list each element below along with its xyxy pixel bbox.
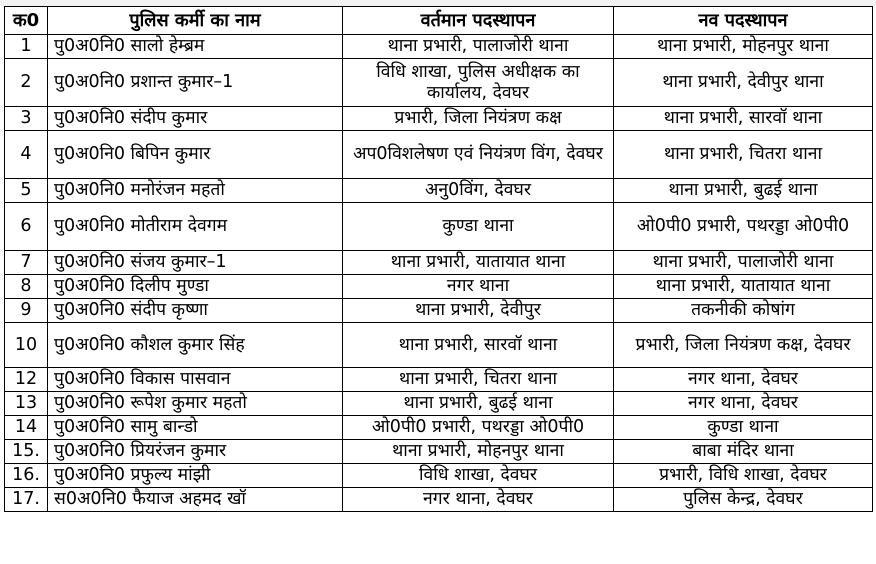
name-cell: पु0अ0नि0 रूपेश कुमार महतो <box>48 392 343 416</box>
header-name: पुलिस कर्मी का नाम <box>48 7 343 35</box>
table-row <box>5 323 873 368</box>
new-posting-cell: प्रभारी, विधि शाखा, देवघर <box>614 464 873 488</box>
serial-cell: 10 <box>5 323 48 368</box>
serial-cell: 2 <box>5 59 48 107</box>
serial-cell: 15. <box>5 440 48 464</box>
serial-cell: 8 <box>5 275 48 299</box>
serial-cell: 14 <box>5 416 48 440</box>
current-posting-cell: थाना प्रभारी, बुढई थाना <box>343 392 614 416</box>
current-posting-cell: थाना प्रभारी, यातायात थाना <box>343 251 614 275</box>
current-posting-cell: थाना प्रभारी, चितरा थाना <box>343 368 614 392</box>
new-posting-cell: पुलिस केन्द्र, देवघर <box>614 488 873 512</box>
table-row <box>5 131 873 179</box>
new-posting-cell: ओ0पी0 प्रभारी, पथरड्डा ओ0पी0 <box>614 203 873 251</box>
serial-cell: 7 <box>5 251 48 275</box>
current-posting-cell: थाना प्रभारी, देवीपुर <box>343 299 614 323</box>
table-row <box>5 203 873 251</box>
name-cell: पु0अ0नि0 मोतीराम देवगम <box>48 203 343 251</box>
table-row <box>5 368 873 392</box>
serial-cell: 3 <box>5 107 48 131</box>
name-cell: स0अ0नि0 फैयाज अहमद खॉ <box>48 488 343 512</box>
serial-cell: 6 <box>5 203 48 251</box>
new-posting-cell: थाना प्रभारी, सारवॉ थाना <box>614 107 873 131</box>
new-posting-cell: थाना प्रभारी, बुढई थाना <box>614 179 873 203</box>
table-row <box>5 275 873 299</box>
serial-cell: 5 <box>5 179 48 203</box>
table-row <box>5 299 873 323</box>
current-posting-cell: थाना प्रभारी, पालाजोरी थाना <box>343 35 614 59</box>
current-posting-cell: नगर थाना, देवघर <box>343 488 614 512</box>
new-posting-cell: थाना प्रभारी, यातायात थाना <box>614 275 873 299</box>
serial-cell: 9 <box>5 299 48 323</box>
new-posting-cell: थाना प्रभारी, पालाजोरी थाना <box>614 251 873 275</box>
name-cell: पु0अ0नि0 संजय कुमार–1 <box>48 251 343 275</box>
current-posting-cell: थाना प्रभारी, सारवॉ थाना <box>343 323 614 368</box>
current-posting-cell: विधि शाखा, देवघर <box>343 464 614 488</box>
header-serial: क0 <box>5 7 48 35</box>
table-row <box>5 416 873 440</box>
name-cell: पु0अ0नि0 कौशल कुमार सिंह <box>48 323 343 368</box>
current-posting-cell: अनु0विंग, देवघर <box>343 179 614 203</box>
new-posting-cell: तकनीकी कोषांग <box>614 299 873 323</box>
current-posting-cell: थाना प्रभारी, मोहनपुर थाना <box>343 440 614 464</box>
name-cell: पु0अ0नि0 दिलीप मुण्डा <box>48 275 343 299</box>
table-row <box>5 251 873 275</box>
table-row <box>5 35 873 59</box>
new-posting-cell: प्रभारी, जिला नियंत्रण कक्ष, देवघर <box>614 323 873 368</box>
header-current-posting: वर्तमान पदस्थापन <box>343 7 614 35</box>
table-row <box>5 179 873 203</box>
new-posting-cell: थाना प्रभारी, देवीपुर थाना <box>614 59 873 107</box>
current-posting-cell: प्रभारी, जिला नियंत्रण कक्ष <box>343 107 614 131</box>
new-posting-cell: थाना प्रभारी, मोहनपुर थाना <box>614 35 873 59</box>
table-row <box>5 464 873 488</box>
serial-cell: 13 <box>5 392 48 416</box>
name-cell: पु0अ0नि0 प्रशान्त कुमार–1 <box>48 59 343 107</box>
name-cell: पु0अ0नि0 प्रफुल्य मांझी <box>48 464 343 488</box>
current-posting-cell: विधि शाखा, पुलिस अधीक्षक का कार्यालय, देवघर <box>343 59 614 107</box>
posting-table <box>4 6 873 512</box>
current-posting-cell: कुण्डा थाना <box>343 203 614 251</box>
name-cell: पु0अ0नि0 प्रियरंजन कुमार <box>48 440 343 464</box>
header-new-posting: नव पदस्थापन <box>614 7 873 35</box>
name-cell: पु0अ0नि0 संदीप कुमार <box>48 107 343 131</box>
new-posting-cell: कुण्डा थाना <box>614 416 873 440</box>
header-row <box>5 7 873 35</box>
serial-cell: 1 <box>5 35 48 59</box>
name-cell: पु0अ0नि0 मनोरंजन महतो <box>48 179 343 203</box>
name-cell: पु0अ0नि0 बिपिन कुमार <box>48 131 343 179</box>
table-row <box>5 107 873 131</box>
current-posting-cell: नगर थाना <box>343 275 614 299</box>
table-row <box>5 392 873 416</box>
serial-cell: 12 <box>5 368 48 392</box>
new-posting-cell: बाबा मंदिर थाना <box>614 440 873 464</box>
table-row <box>5 440 873 464</box>
name-cell: पु0अ0नि0 संदीप कृष्णा <box>48 299 343 323</box>
name-cell: पु0अ0नि0 सामु बान्डो <box>48 416 343 440</box>
new-posting-cell: नगर थाना, देवघर <box>614 368 873 392</box>
serial-cell: 17. <box>5 488 48 512</box>
serial-cell: 16. <box>5 464 48 488</box>
table-row <box>5 59 873 107</box>
serial-cell: 4 <box>5 131 48 179</box>
current-posting-cell: अप0विशलेषण एवं नियंत्रण विंग, देवघर <box>343 131 614 179</box>
current-posting-cell: ओ0पी0 प्रभारी, पथरड्डा ओ0पी0 <box>343 416 614 440</box>
name-cell: पु0अ0नि0 विकास पासवान <box>48 368 343 392</box>
table-row <box>5 488 873 512</box>
name-cell: पु0अ0नि0 सालो हेम्ब्रम <box>48 35 343 59</box>
new-posting-cell: नगर थाना, देवघर <box>614 392 873 416</box>
new-posting-cell: थाना प्रभारी, चितरा थाना <box>614 131 873 179</box>
